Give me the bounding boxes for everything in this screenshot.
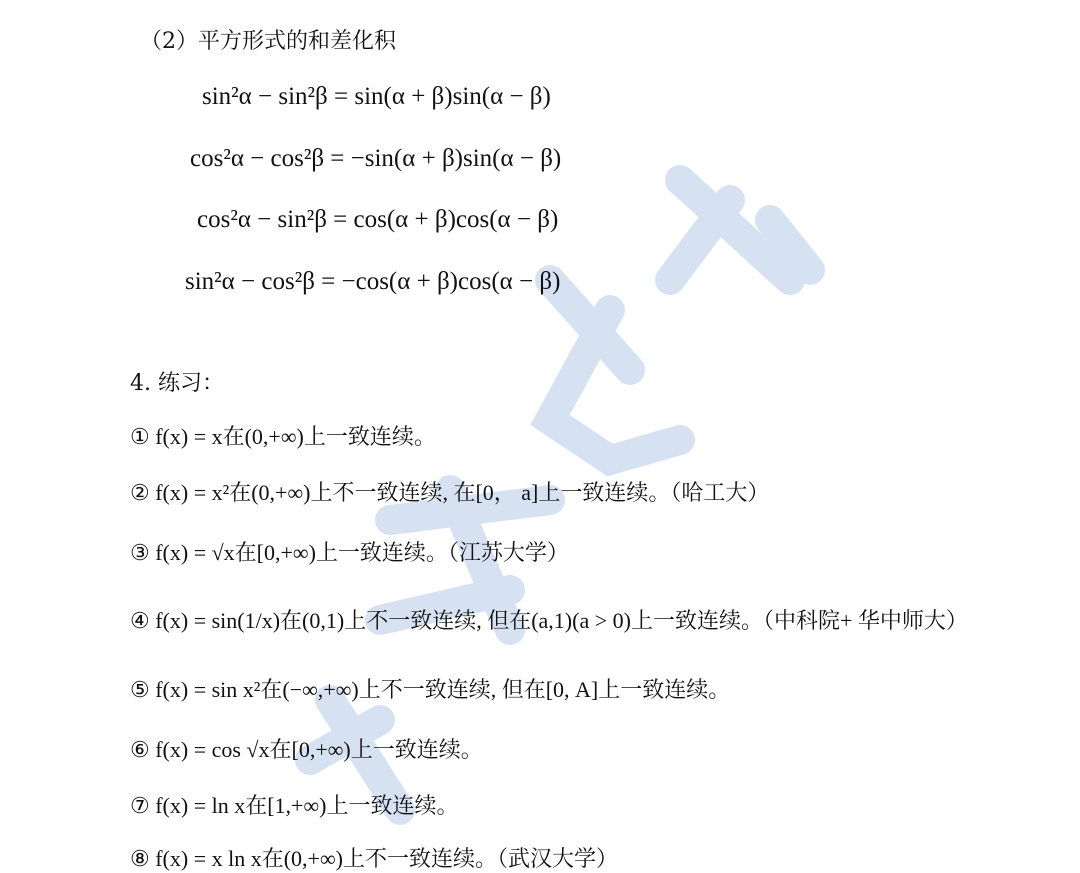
exercise-item: ⑥ f(x) = cos √x在[0,+∞)上一致连续。 <box>130 737 483 762</box>
exercise-item: ② f(x) = x²在(0,+∞)上不一致连续, 在[0， a]上一致连续。（哈工大） <box>130 480 770 505</box>
formula-line: cos²α − cos²β = −sin(α + β)sin(α − β) <box>190 145 562 172</box>
formula-line: sin²α − cos²β = −cos(α + β)cos(α − β) <box>185 268 561 295</box>
formula-line: cos²α − sin²β = cos(α + β)cos(α − β) <box>197 206 559 233</box>
exercise-item: ⑧ f(x) = x ln x在(0,+∞)上不一致连续。（武汉大学） <box>130 846 618 871</box>
formula-line: sin²α − sin²β = sin(α + β)sin(α − β) <box>202 83 551 110</box>
exercise-item: ⑦ f(x) = ln x在[1,+∞)上一致连续。 <box>130 793 459 818</box>
exercise-item: ⑤ f(x) = sin x²在(−∞,+∞)上不一致连续, 但在[0, A]上一致连续。 <box>130 677 731 702</box>
section-heading-2: （2）平方形式的和差化积 <box>140 29 396 54</box>
exercise-item: ③ f(x) = √x在[0,+∞)上一致连续。（江苏大学） <box>130 540 569 565</box>
exercise-item: ① f(x) = x在(0,+∞)上一致连续。 <box>130 424 436 449</box>
section-heading-4: 4. 练习： <box>130 371 224 396</box>
exercise-item: ④ f(x) = sin(1/x)在(0,1)上不一致连续, 但在(a,1)(a > 0)上一致连续。（中科院+ 华中师大） <box>130 608 968 633</box>
